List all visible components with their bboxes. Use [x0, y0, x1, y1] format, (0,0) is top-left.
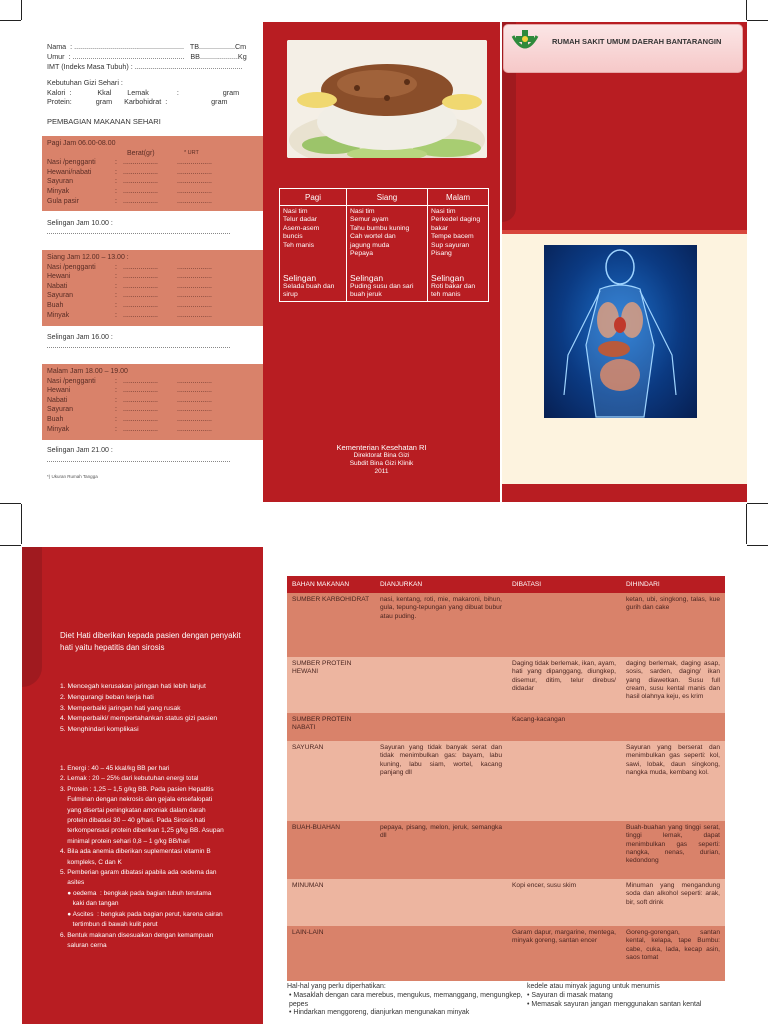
- table-cell: nasi, kentang, roti, mie, makaroni, bihun, gula, tepung-tepungan yang dibuat bubur atau puding.: [380, 596, 502, 620]
- menu-col-pagi: [280, 189, 347, 301]
- diet-requirement-item: minimal protein sehari 0,8 – 1 g/kg BB/hari: [60, 837, 190, 845]
- meal-row-colon: :: [115, 263, 117, 271]
- table-cell: [375, 879, 507, 926]
- table-header-cell: DIBATASI: [512, 581, 542, 588]
- cover-bottom-band: [502, 484, 747, 502]
- table-cell: [375, 713, 507, 741]
- diet-requirement-item: saluran cerna: [60, 941, 107, 949]
- meal-row-weight: ..................: [123, 168, 159, 176]
- meal-row-label: Minyak: [47, 425, 70, 433]
- meal-row: [47, 282, 263, 292]
- meal-row-label: Nasi /pengganti: [47, 159, 96, 167]
- ministry-year: 2011: [374, 468, 389, 475]
- diet-requirement-item: 1. Energi : 40 – 45 kkal/kg BB per hari: [60, 765, 170, 772]
- table-header-row: [287, 576, 725, 593]
- menu-item: Pisang: [431, 250, 452, 258]
- crop-mark: [21, 0, 22, 20]
- menu-item: bakar: [431, 224, 449, 232]
- note-1: • Masaklah dengan cara merebus, mengukus, memanggang, mengungkep, pepes: [289, 991, 523, 1008]
- menu-selingan-item: Roti bakar dan: [431, 283, 476, 290]
- diet-requirement-item: ● oedema : bengkak pada bagian tubuh terutama: [60, 889, 212, 897]
- menu-head-malam: Malam: [428, 189, 488, 206]
- menu-item: Perkedel daging: [431, 216, 481, 224]
- ministry-directorate: Direktorat Bina Gizi: [353, 452, 410, 459]
- diet-requirement-item: 2. Lemak : 20 – 25% dari kebutuhan energi total: [60, 775, 199, 783]
- table-cell: Minuman yang mengandung soda dan alkohol seperti: arak, bir, soft drink: [626, 882, 720, 906]
- meal-row-urt: ..................: [177, 396, 213, 404]
- table-cell: Sayuran yang berserat dan menimbulkan gas seperti: kol, sawi, lobak, daun singkong, nangka muda, kembang kol.: [626, 744, 720, 776]
- ministry-subdit: Subdit Bina Gizi Klinik: [349, 460, 414, 467]
- malam-rows: [47, 377, 263, 435]
- menu-item: Semur ayam: [350, 216, 389, 224]
- meal-row-urt: ..................: [177, 159, 213, 167]
- meal-row-colon: :: [115, 425, 117, 433]
- table-cell: [375, 926, 507, 981]
- meal-row: [47, 301, 263, 311]
- meal-row-colon: :: [115, 387, 117, 395]
- diet-goals: [60, 682, 260, 736]
- meal-row: [47, 386, 263, 396]
- meal-row: [47, 263, 263, 273]
- meal-row-colon: :: [115, 168, 117, 176]
- table-cell: SUMBER KARBOHIDRAT: [292, 596, 370, 603]
- meal-row-weight: ..................: [123, 406, 159, 414]
- hospital-name: RUMAH SAKIT UMUM DAERAH BANTARANGIN: [552, 37, 722, 46]
- table-header-cell: BAHAN MAKANAN: [292, 581, 350, 588]
- table-row: [287, 821, 725, 879]
- meal-row-weight: ..................: [123, 292, 159, 300]
- meal-row-urt: ..................: [177, 273, 213, 281]
- menu-item: Telur dadar: [283, 216, 318, 224]
- note-5: • Memasak sayuran jangan menggunakan santan kental: [527, 1000, 702, 1008]
- food-photo: [287, 40, 487, 158]
- meal-row-colon: :: [115, 187, 117, 195]
- meal-row: [47, 197, 263, 207]
- meal-row-colon: :: [115, 178, 117, 186]
- meal-row: [47, 272, 263, 282]
- menu-item: Sup sayuran: [431, 241, 470, 249]
- meal-row-colon: :: [115, 377, 117, 385]
- meal-row-weight: ..................: [123, 387, 159, 395]
- table-row: [287, 713, 725, 741]
- table-cell: SAYURAN: [292, 744, 324, 751]
- meal-row-weight: ..................: [123, 263, 159, 271]
- table-cell: pepaya, pisang, melon, jeruk, semangka dll: [380, 824, 502, 840]
- crop-mark: [747, 20, 768, 21]
- meal-row-weight: ..................: [123, 415, 159, 423]
- crop-mark: [747, 503, 768, 504]
- table-cell: SUMBER PROTEIN NABATI: [292, 716, 352, 732]
- menu-selingan-item: teh manis: [431, 291, 461, 299]
- meal-row-label: Nasi /pengganti: [47, 263, 96, 271]
- meal-row-urt: ..................: [177, 282, 213, 290]
- berat-label: Berat(gr): [127, 149, 155, 157]
- notes-title: Hal-hal yang perlu diperhatikan:: [287, 983, 386, 990]
- diet-requirement-item: 4. Bila ada anemia diberikan suplementasi vitamin B: [60, 848, 211, 856]
- menu-item: Pepaya: [350, 250, 374, 258]
- diet-requirement-item: ● Ascites : bengkak pada bagian perut, karena cairan: [60, 910, 223, 918]
- crop-mark: [21, 504, 22, 544]
- menu-items-pagi: [280, 206, 346, 250]
- crop-mark: [746, 504, 747, 544]
- meal-row-label: Nasi /pengganti: [47, 377, 96, 385]
- urt-label: * URT: [184, 149, 199, 156]
- meal-row-urt: ..................: [177, 387, 213, 395]
- menu-item: Nasi tim: [283, 208, 308, 215]
- table-cell: Kopi encer, susu skim: [512, 882, 577, 889]
- menu-selingan-item: Selada buah dan: [283, 283, 335, 290]
- menu-selingan-items-malam: [428, 282, 475, 300]
- selingan-1: Selingan Jam 10.00 :: [47, 220, 113, 227]
- ministry-block: [263, 443, 500, 476]
- meal-row-label: Minyak: [47, 311, 70, 319]
- crop-mark: [0, 503, 21, 504]
- table-cell: [507, 593, 621, 657]
- menu-head-pagi: Pagi: [280, 189, 346, 206]
- diet-goal-item: 2. Mengurangi beban kerja hati: [60, 693, 154, 701]
- diet-requirement-item: terkompensasi protein diberikan 1,25 g/kg BB. Asupan: [60, 827, 224, 835]
- hospital-header: [503, 24, 743, 73]
- table-cell: Goreng-gorengan, santan kental, kelapa, tape Bumbu: cabe, cuka, lada, kecap asin, saos tomat: [626, 929, 720, 961]
- menu-selingan-items-siang: [347, 282, 413, 300]
- meal-row-label: Hewani: [47, 387, 71, 395]
- meal-row-urt: ..................: [177, 292, 213, 300]
- table-row: [287, 593, 725, 657]
- meal-row-urt: ..................: [177, 415, 213, 423]
- diet-requirement-item: 3. Protein : 1,25 – 1,5 g/kg BB. Pada pasien Hepatitis: [60, 785, 214, 793]
- meal-row-colon: :: [115, 415, 117, 423]
- menu-table: [279, 188, 489, 302]
- diet-goal-item: 4. Memperbaiki/ mempertahankan status gizi pasien: [60, 715, 218, 723]
- meal-row-weight: ..................: [123, 187, 159, 195]
- cover-stripe: [502, 230, 747, 234]
- malam-title: Malam Jam 18.00 – 19.00: [47, 368, 128, 375]
- meal-row: [47, 168, 263, 178]
- hospital-logo-icon: [509, 28, 541, 56]
- meal-row-label: Nabati: [47, 282, 68, 290]
- meal-row-label: Gula pasir: [47, 197, 79, 205]
- form-kebutuhan: Kebutuhan Gizi Sehari :: [47, 78, 123, 87]
- meal-row-weight: ..................: [123, 311, 159, 319]
- diet-intro: Diet Hati diberikan kepada pasien dengan penyakit hati yaitu hepatitis dan sirosis: [60, 631, 241, 652]
- meal-row-colon: :: [115, 406, 117, 414]
- table-row: [287, 926, 725, 981]
- menu-item: buncis: [283, 233, 303, 241]
- menu-item: Cah wortel dan: [350, 233, 396, 241]
- malam-section: [42, 364, 268, 440]
- diet-requirement-item: asites: [60, 879, 85, 887]
- table-cell: [507, 741, 621, 821]
- menu-item: Nasi tim: [350, 208, 375, 215]
- meal-row-weight: ..................: [123, 377, 159, 385]
- siang-title: Siang Jam 12.00 – 13.00 :: [47, 254, 129, 261]
- food-table: [287, 576, 725, 981]
- table-cell: Kacang-kacangan: [512, 716, 566, 723]
- menu-selingan-item: buah jeruk: [350, 291, 382, 299]
- crop-mark: [0, 545, 21, 546]
- meal-row-weight: ..................: [123, 159, 159, 167]
- menu-item: Tempe bacem: [431, 233, 474, 241]
- meal-row-colon: :: [115, 311, 117, 319]
- meal-row-label: Buah: [47, 415, 64, 423]
- table-cell: [621, 713, 725, 741]
- dotted-line: [47, 461, 230, 462]
- dotted-line: [47, 233, 230, 234]
- meal-row-urt: ..................: [177, 425, 213, 433]
- meal-row: [47, 405, 263, 415]
- pagi-rows: [47, 158, 263, 206]
- meal-row-urt: ..................: [177, 263, 213, 271]
- meal-row-colon: :: [115, 282, 117, 290]
- meal-row: [47, 158, 263, 168]
- menu-selingan-siang: Selingan: [350, 273, 384, 283]
- table-cell: [375, 657, 507, 713]
- meal-row-colon: :: [115, 197, 117, 205]
- meal-row-urt: ..................: [177, 187, 213, 195]
- food-illustration: [287, 40, 487, 158]
- menu-items-siang: [347, 206, 427, 258]
- diet-goal-item: 1. Mencegah kerusakan jaringan hati lebih lanjut: [60, 683, 206, 690]
- table-cell: MINUMAN: [292, 882, 324, 889]
- diet-requirement-item: kompleks, C dan K: [60, 858, 122, 866]
- meal-row-urt: ..................: [177, 168, 213, 176]
- meal-row-weight: ..................: [123, 178, 159, 186]
- meal-row-colon: :: [115, 396, 117, 404]
- form-protein: Protein: gram Karbohidrat : gram: [47, 97, 228, 106]
- diet-requirement-item: 6. Bentuk makanan disesuaikan dengan kemampuan: [60, 931, 214, 939]
- table-header-cell: DIANJURKAN: [380, 581, 423, 588]
- diet-requirement-item: 5. Pemberian garam dibatasi apabila ada oedema dan: [60, 869, 217, 877]
- menu-item: Teh manis: [283, 241, 314, 249]
- notes-block: [287, 983, 727, 1018]
- menu-selingan-items-pagi: [280, 282, 334, 300]
- menu-selingan-malam: Selingan: [431, 273, 465, 283]
- note-3: kedele atau minyak jagung untuk menumis: [527, 983, 660, 990]
- menu-col-siang: [347, 189, 428, 301]
- menu-item: Asem-asem: [283, 224, 320, 232]
- meal-row-weight: ..................: [123, 425, 159, 433]
- pagi-title: Pagi Jam 06.00-08.00: [47, 140, 116, 147]
- table-cell: Buah-buahan yang tinggi serat, tinggi lemak, dapat menimbulkan gas seperti: nangka, nenas, durian, kedondong: [626, 824, 720, 865]
- menu-col-malam: [428, 189, 488, 301]
- menu-item: jagung muda: [350, 241, 390, 249]
- selingan-3: Selingan Jam 21.00 :: [47, 447, 113, 454]
- meal-row-label: Minyak: [47, 187, 70, 195]
- crop-mark: [0, 20, 21, 21]
- diet-requirements: [60, 764, 260, 951]
- table-cell: daging berlemak, daging asap, sosis, sarden, daging/ ikan yang diawetkan. Susu full cream, susu kental manis dan hasil olahnya keju, es krim: [626, 660, 720, 701]
- table-row: [287, 879, 725, 926]
- table-cell: LAIN-LAIN: [292, 929, 324, 936]
- table-cell: SUMBER PROTEIN HEWANI: [292, 660, 352, 676]
- meal-row: [47, 415, 263, 425]
- meal-row: [47, 396, 263, 406]
- meal-row-label: Sayuran: [47, 406, 74, 414]
- table-cell: Sayuran yang tidak banyak serat dan tidak menimbulkan gas: bayam, labu kuning, labu siam, wortel, kacang panjang dll: [380, 744, 502, 776]
- siang-rows: [47, 263, 263, 321]
- meal-row-label: Nabati: [47, 396, 68, 404]
- menu-selingan-pagi: Selingan: [283, 273, 317, 283]
- diet-goal-item: 3. Memperbaiki jaringan hati yang rusak: [60, 704, 181, 712]
- menu-items-malam: [428, 206, 488, 258]
- pagi-section: [42, 136, 268, 211]
- crop-mark: [746, 0, 747, 20]
- form-umur: Umur : ........................................................ BB...................Kg: [47, 52, 247, 61]
- table-cell: Garam dapur, margarine, mentega, minyak goreng, santan encer: [512, 929, 616, 945]
- meal-row-label: Hewani: [47, 273, 71, 281]
- dotted-line: [47, 347, 230, 348]
- diet-goal-item: 5. Menghindari komplikasi: [60, 726, 139, 734]
- meal-row-label: Hewani/nabati: [47, 168, 92, 176]
- menu-item: Nasi tim: [431, 208, 456, 215]
- meal-row-weight: ..................: [123, 301, 159, 309]
- meal-row-colon: :: [115, 301, 117, 309]
- form-nama: Nama : ....................................................... TB..................Cm: [47, 42, 247, 51]
- diet-wave: [22, 547, 42, 687]
- table-cell: Daging tidak berlemak, ikan, ayam, hati yang dipanggang, diungkep, disemur, ditim, telur direbus/ didadar: [512, 660, 616, 692]
- table-row: [287, 657, 725, 713]
- crop-mark: [747, 545, 768, 546]
- diet-requirement-item: Fulminan dengan nekrosis dan gejala ensefalopati: [60, 796, 213, 804]
- table-cell: BUAH-BUAHAN: [292, 824, 340, 831]
- menu-selingan-item: sirup: [283, 291, 298, 299]
- body-illustration: [544, 245, 697, 418]
- meal-row-urt: ..................: [177, 178, 213, 186]
- note-4: • Sayuran di masak matang: [527, 991, 613, 999]
- selingan-2: Selingan Jam 16.00 :: [47, 334, 113, 341]
- meal-row: [47, 425, 263, 435]
- meal-row-urt: ..................: [177, 197, 213, 205]
- form-imt: IMT (Indeks Masa Tubuh) : ......................................................: [47, 62, 243, 71]
- meal-row-urt: ..................: [177, 406, 213, 414]
- footnote: *) Ukuran Rumah Tangga: [47, 474, 98, 479]
- meal-row: [47, 187, 263, 197]
- diet-requirement-item: kaki dan tangan: [60, 900, 119, 908]
- meal-row-colon: :: [115, 273, 117, 281]
- meal-row-urt: ..................: [177, 377, 213, 385]
- meal-row: [47, 177, 263, 187]
- anatomy-image: [544, 245, 697, 418]
- form-kalori: Kalori : Kkal Lemak : gram: [47, 88, 240, 97]
- diet-requirement-item: protein dibatasi 30 – 40 g/hari. Pada Sirosis hati: [60, 817, 206, 825]
- diet-requirement-item: yang disertai peningkatan amoniak dalam darah: [60, 806, 206, 814]
- meal-row-urt: ..................: [177, 311, 213, 319]
- menu-item: Tahu bumbu kuning: [350, 224, 410, 232]
- meal-row: [47, 311, 263, 321]
- meal-row-colon: :: [115, 292, 117, 300]
- table-row: [287, 741, 725, 821]
- meal-row-weight: ..................: [123, 273, 159, 281]
- table-header-cell: DIHINDARI: [626, 581, 660, 588]
- table-cell: [507, 821, 621, 879]
- meal-row-weight: ..................: [123, 282, 159, 290]
- meal-row-label: Buah: [47, 301, 64, 309]
- meal-row-colon: :: [115, 159, 117, 167]
- note-2: • Hindarkan menggoreng, dianjurkan mengunakan minyak: [289, 1009, 470, 1017]
- meal-row-weight: ..................: [123, 197, 159, 205]
- meal-row-label: Sayuran: [47, 178, 74, 186]
- menu-head-siang: Siang: [347, 189, 427, 206]
- menu-selingan-item: Puding susu dan sari: [350, 283, 414, 290]
- diet-requirement-item: tertimbun di bawah kulit perut: [60, 921, 158, 929]
- pembagian-heading: PEMBAGIAN MAKANAN SEHARI: [47, 117, 161, 126]
- ministry-name: Kementerian Kesehatan RI: [336, 443, 427, 452]
- meal-row-weight: ..................: [123, 396, 159, 404]
- meal-row-urt: ..................: [177, 301, 213, 309]
- table-cell: ketan, ubi, singkong, talas, kue gurih dan cake: [626, 596, 720, 612]
- meal-row: [47, 291, 263, 301]
- meal-row: [47, 377, 263, 387]
- siang-section: [42, 250, 268, 326]
- meal-row-label: Sayuran: [47, 292, 74, 300]
